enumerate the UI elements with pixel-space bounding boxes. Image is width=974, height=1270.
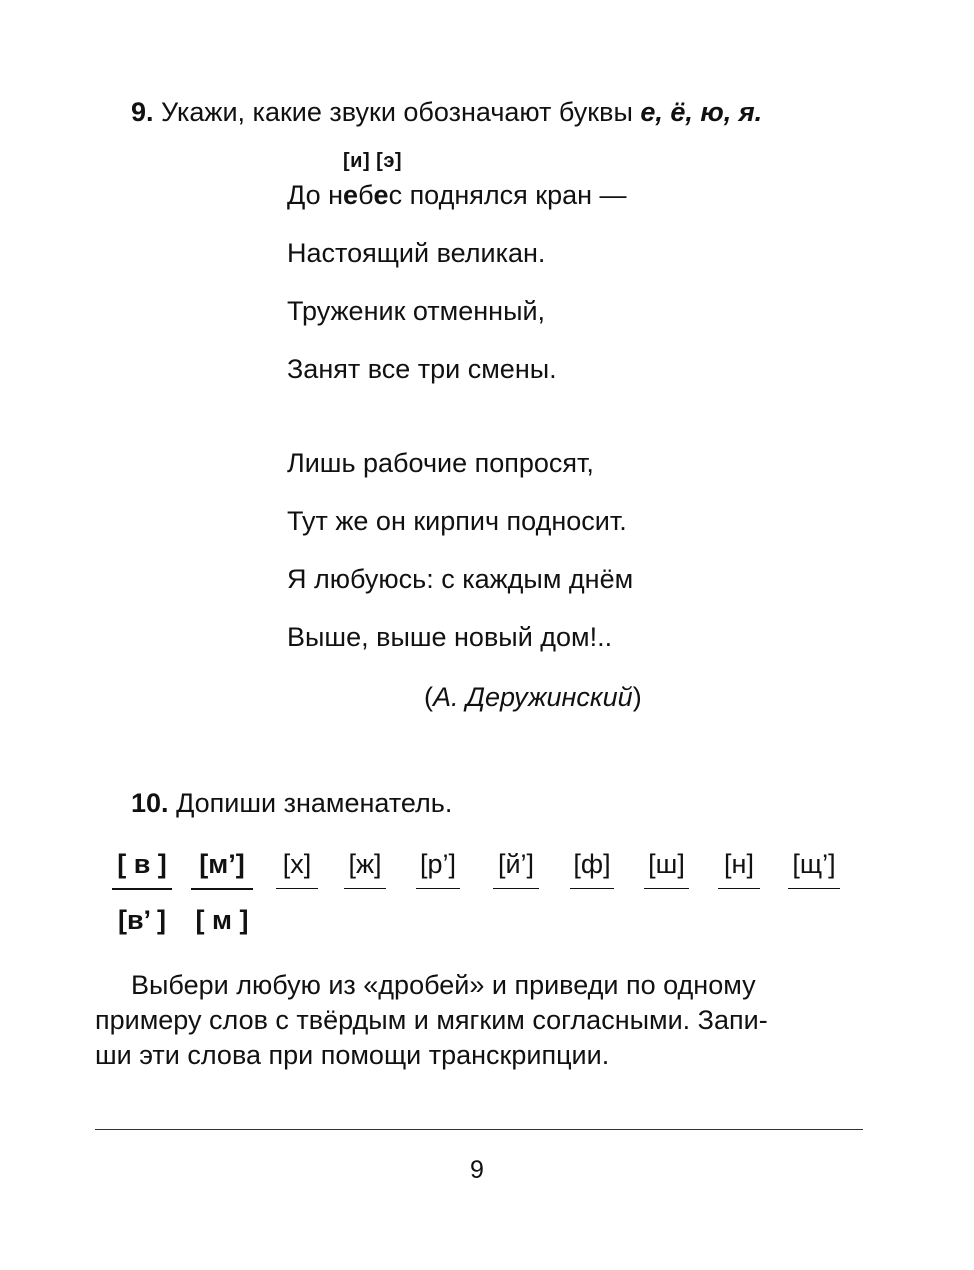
- instruction-line: примеру слов с твёрдым и мягким согласными. Запи-: [95, 1005, 768, 1035]
- sound-marks: [и] [э]: [343, 150, 403, 172]
- poem-text: До н: [287, 180, 344, 210]
- fraction-line: [276, 888, 318, 889]
- numerator: [ш]: [648, 849, 685, 879]
- denominator: [ м ]: [195, 905, 249, 935]
- task-9-number: 9.: [131, 97, 154, 127]
- task-9-heading: [131, 97, 762, 128]
- task-10-instruction: [95, 968, 863, 1073]
- poem-line: Я любуюсь: с каждым днём: [287, 564, 634, 594]
- highlight-letter: е: [343, 180, 359, 210]
- page-number: 9: [470, 1156, 484, 1184]
- poem-text: с поднялся кран —: [388, 180, 627, 210]
- fraction: [570, 846, 614, 937]
- numerator: [й’]: [497, 849, 535, 879]
- numerator: [р’]: [419, 849, 457, 879]
- poem-line: Труженик отменный,: [287, 296, 546, 326]
- denominator-blank[interactable]: [416, 901, 460, 937]
- task-10-number: 10.: [131, 788, 169, 818]
- denominator-blank[interactable]: [788, 901, 840, 937]
- denominator-blank[interactable]: [344, 901, 386, 937]
- fraction-line: [570, 888, 614, 889]
- fraction-line: [191, 888, 253, 890]
- numerator: [ф]: [573, 849, 611, 879]
- fraction-line: [718, 888, 760, 889]
- denominator-blank[interactable]: [493, 901, 539, 937]
- task-10-text: Допиши знаменатель.: [176, 788, 453, 818]
- poem-text: б: [358, 180, 374, 210]
- paren: (: [424, 682, 433, 712]
- fraction-line: [788, 888, 840, 889]
- fraction: [112, 846, 172, 938]
- denominator-blank[interactable]: [276, 901, 318, 937]
- footer-divider: [95, 1129, 863, 1130]
- fraction-line: [416, 888, 460, 889]
- denominator-blank[interactable]: [570, 901, 614, 937]
- fraction: [416, 846, 460, 937]
- task-9-letters: е, ё, ю, я.: [640, 97, 763, 127]
- highlight-letter: е: [373, 180, 389, 210]
- fraction-line: [344, 888, 386, 889]
- fraction-line: [493, 888, 539, 889]
- fraction-line: [112, 888, 172, 890]
- fraction: [718, 846, 760, 937]
- task-9-text: Укажи, какие звуки обозначают буквы: [161, 97, 641, 127]
- fraction: [644, 846, 689, 937]
- fraction: [788, 846, 840, 937]
- numerator: [ж]: [348, 849, 382, 879]
- fraction: [493, 846, 539, 937]
- author-name: А. Деружинский: [433, 682, 633, 712]
- poem-line: Настоящий великан.: [287, 238, 546, 268]
- numerator: [х]: [282, 849, 312, 879]
- poem-line: Занят все три смены.: [287, 354, 557, 384]
- poem-line: Тут же он кирпич подносит.: [287, 506, 627, 536]
- fraction: [191, 846, 253, 938]
- fraction: [276, 846, 318, 937]
- denominator-blank[interactable]: [718, 901, 760, 937]
- numerator: [ в ]: [117, 849, 167, 879]
- denominator-blank[interactable]: [644, 901, 689, 937]
- denominator: [в’ ]: [117, 905, 167, 935]
- instruction-line: Выбери любую из «дробей» и приведи по одному: [131, 970, 756, 1000]
- task-10-heading: [131, 788, 452, 819]
- fraction-line: [644, 888, 689, 889]
- poem-author: [424, 682, 642, 713]
- numerator: [м’]: [199, 849, 245, 879]
- fraction: [344, 846, 386, 937]
- paren: ): [632, 682, 642, 712]
- poem-line-1: [287, 180, 627, 211]
- poem-line: Лишь рабочие попросят,: [287, 448, 594, 478]
- instruction-line: ши эти слова при помощи транскрипции.: [95, 1040, 610, 1070]
- poem-line: Выше, выше новый дом!..: [287, 622, 613, 652]
- numerator: [н]: [724, 849, 754, 879]
- numerator: [щ’]: [792, 849, 836, 879]
